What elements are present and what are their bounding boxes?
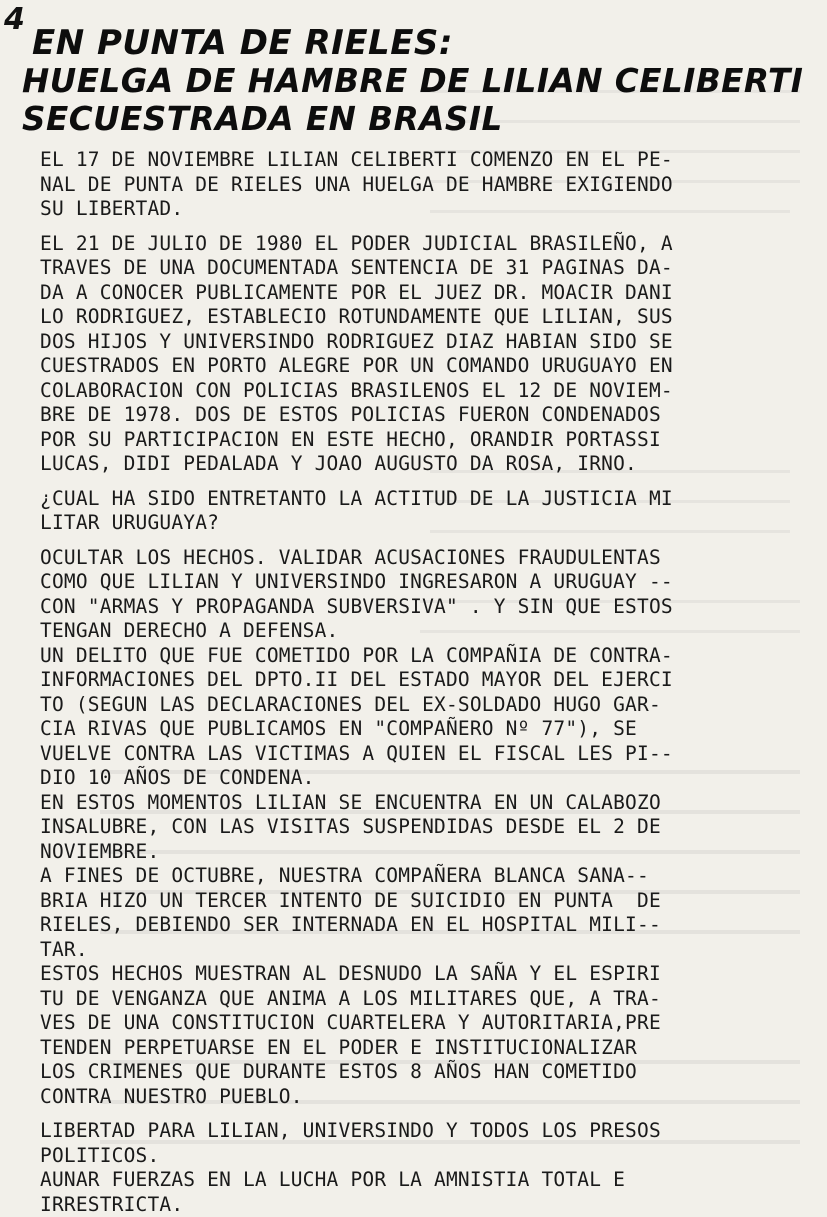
- text-line: EN ESTOS MOMENTOS LILIAN SE ENCUENTRA EN UN CALABOZO: [40, 791, 810, 816]
- article-paragraph: [40, 232, 810, 477]
- text-line: SU LIBERTAD.: [40, 197, 810, 222]
- paragraph-gap: [40, 222, 810, 232]
- text-line: CON "ARMAS Y PROPAGANDA SUBVERSIVA" . Y SIN QUE ESTOS: [40, 595, 810, 620]
- text-line: CONTRA NUESTRO PUEBLO.: [40, 1085, 810, 1110]
- text-line: RIELES, DEBIENDO SER INTERNADA EN EL HOSPITAL MILI--: [40, 913, 810, 938]
- text-line: LITAR URUGUAYA?: [40, 511, 810, 536]
- article-paragraph: [40, 546, 810, 1110]
- text-line: LOS CRIMENES QUE DURANTE ESTOS 8 AÑOS HAN COMETIDO: [40, 1060, 810, 1085]
- text-line: OCULTAR LOS HECHOS. VALIDAR ACUSACIONES FRAUDULENTAS: [40, 546, 810, 571]
- text-line: BRE DE 1978. DOS DE ESTOS POLICIAS FUERON CONDENADOS: [40, 403, 810, 428]
- article-paragraph: [40, 148, 810, 222]
- text-line: INSALUBRE, CON LAS VISITAS SUSPENDIDAS DESDE EL 2 DE: [40, 815, 810, 840]
- text-line: DIO 10 AÑOS DE CONDENA.: [40, 766, 810, 791]
- text-line: DOS HIJOS Y UNIVERSINDO RODRIGUEZ DIAZ HABIAN SIDO SE: [40, 330, 810, 355]
- text-line: EL 17 DE NOVIEMBRE LILIAN CELIBERTI COMENZO EN EL PE-: [40, 148, 810, 173]
- text-line: AUNAR FUERZAS EN LA LUCHA POR LA AMNISTIA TOTAL E: [40, 1168, 810, 1193]
- headline-line-1: EN PUNTA DE RIELES:: [32, 24, 822, 62]
- text-line: NOVIEMBRE.: [40, 840, 810, 865]
- text-line: UN DELITO QUE FUE COMETIDO POR LA COMPAÑIA DE CONTRA-: [40, 644, 810, 669]
- paragraph-gap: [40, 477, 810, 487]
- text-line: A FINES DE OCTUBRE, NUESTRA COMPAÑERA BLANCA SANA--: [40, 864, 810, 889]
- text-line: ¿CUAL HA SIDO ENTRETANTO LA ACTITUD DE LA JUSTICIA MI: [40, 487, 810, 512]
- article-body: [40, 148, 810, 1217]
- headline-line-2: HUELGA DE HAMBRE DE LILIAN CELIBERTI: [22, 62, 812, 100]
- text-line: TU DE VENGANZA QUE ANIMA A LOS MILITARES QUE, A TRA-: [40, 987, 810, 1012]
- text-line: LUCAS, DIDI PEDALADA Y JOAO AUGUSTO DA ROSA, IRNO.: [40, 452, 810, 477]
- article-paragraph: [40, 1119, 810, 1217]
- text-line: BRIA HIZO UN TERCER INTENTO DE SUICIDIO EN PUNTA DE: [40, 889, 810, 914]
- text-line: ESTOS HECHOS MUESTRAN AL DESNUDO LA SAÑA Y EL ESPIRI: [40, 962, 810, 987]
- text-line: COLABORACION CON POLICIAS BRASILENOS EL 12 DE NOVIEM-: [40, 379, 810, 404]
- paragraph-gap: [40, 536, 810, 546]
- headline-line-3: SECUESTRADA EN BRASIL: [22, 100, 812, 138]
- text-line: TENDEN PERPETUARSE EN EL PODER E INSTITUCIONALIZAR: [40, 1036, 810, 1061]
- text-line: VUELVE CONTRA LAS VICTIMAS A QUIEN EL FISCAL LES PI--: [40, 742, 810, 767]
- headline: [22, 24, 822, 138]
- text-line: LO RODRIGUEZ, ESTABLECIO ROTUNDAMENTE QUE LILIAN, SUS: [40, 305, 810, 330]
- text-line: DA A CONOCER PUBLICAMENTE POR EL JUEZ DR. MOACIR DANI: [40, 281, 810, 306]
- text-line: COMO QUE LILIAN Y UNIVERSINDO INGRESARON A URUGUAY --: [40, 570, 810, 595]
- text-line: INFORMACIONES DEL DPTO.II DEL ESTADO MAYOR DEL EJERCI: [40, 668, 810, 693]
- text-line: IRRESTRICTA.: [40, 1193, 810, 1217]
- text-line: TAR.: [40, 938, 810, 963]
- paragraph-gap: [40, 1109, 810, 1119]
- text-line: NAL DE PUNTA DE RIELES UNA HUELGA DE HAMBRE EXIGIENDO: [40, 173, 810, 198]
- text-line: TENGAN DERECHO A DEFENSA.: [40, 619, 810, 644]
- text-line: LIBERTAD PARA LILIAN, UNIVERSINDO Y TODOS LOS PRESOS: [40, 1119, 810, 1144]
- page-number: 4: [4, 2, 25, 37]
- text-line: POLITICOS.: [40, 1144, 810, 1169]
- text-line: EL 21 DE JULIO DE 1980 EL PODER JUDICIAL BRASILEÑO, A: [40, 232, 810, 257]
- text-line: POR SU PARTICIPACION EN ESTE HECHO, ORANDIR PORTASSI: [40, 428, 810, 453]
- article-paragraph: [40, 487, 810, 536]
- text-line: CIA RIVAS QUE PUBLICAMOS EN "COMPAÑERO Nº 77"), SE: [40, 717, 810, 742]
- text-line: TO (SEGUN LAS DECLARACIONES DEL EX-SOLDADO HUGO GAR-: [40, 693, 810, 718]
- text-line: TRAVES DE UNA DOCUMENTADA SENTENCIA DE 31 PAGINAS DA-: [40, 256, 810, 281]
- text-line: VES DE UNA CONSTITUCION CUARTELERA Y AUTORITARIA,PRE: [40, 1011, 810, 1036]
- text-line: CUESTRADOS EN PORTO ALEGRE POR UN COMANDO URUGUAYO EN: [40, 354, 810, 379]
